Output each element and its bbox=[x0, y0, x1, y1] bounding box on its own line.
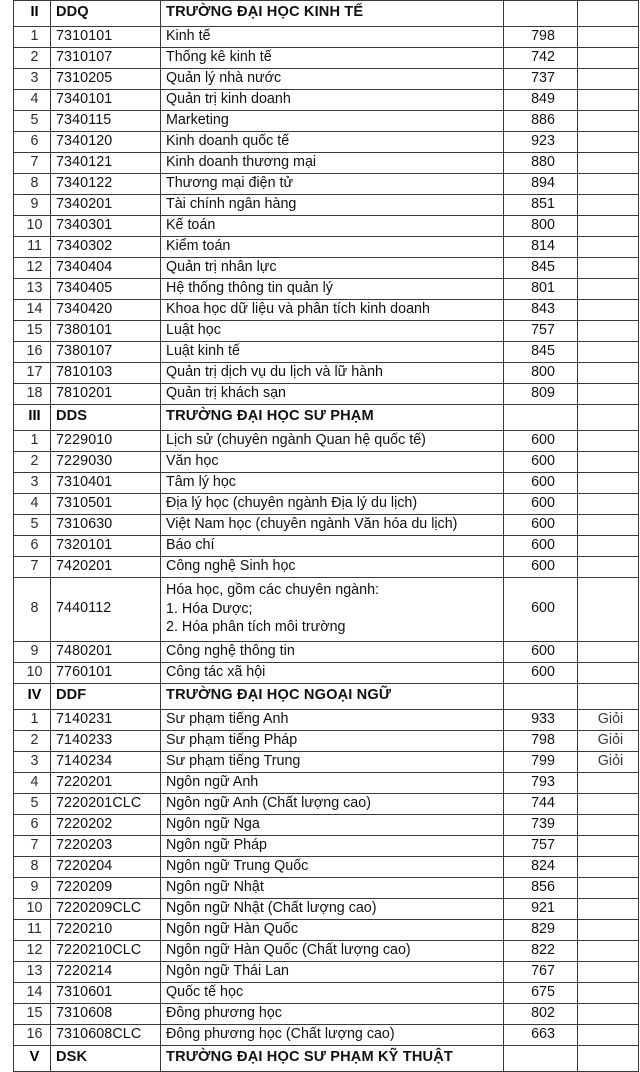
row-index: 5 bbox=[14, 514, 51, 535]
row-major-name: Lịch sử (chuyên ngành Quan hệ quốc tế) bbox=[161, 430, 504, 451]
row-index: 8 bbox=[14, 577, 51, 641]
row-major-code: 7810103 bbox=[51, 362, 161, 383]
row-major-name: Văn học bbox=[161, 451, 504, 472]
row-major-code: 7340120 bbox=[51, 131, 161, 152]
row-index: 10 bbox=[14, 662, 51, 683]
table-row bbox=[14, 194, 639, 215]
section-score-cell bbox=[504, 683, 578, 709]
table-row bbox=[14, 641, 639, 662]
row-major-name: Kinh doanh thương mại bbox=[161, 152, 504, 173]
row-major-name: Tài chính ngân hàng bbox=[161, 194, 504, 215]
row-major-name-line: Hóa học, gồm các chuyên ngành: bbox=[166, 582, 380, 599]
table-row bbox=[14, 89, 639, 110]
row-note bbox=[578, 451, 639, 472]
row-note bbox=[578, 89, 639, 110]
table-row bbox=[14, 877, 639, 898]
admission-score-table bbox=[13, 0, 639, 1072]
row-note: Giỏi bbox=[578, 730, 639, 751]
row-index: 11 bbox=[14, 236, 51, 257]
row-major-code: 7340101 bbox=[51, 89, 161, 110]
row-major-code: 7220202 bbox=[51, 814, 161, 835]
table-row bbox=[14, 1024, 639, 1045]
row-note bbox=[578, 898, 639, 919]
section-code: DDQ bbox=[51, 0, 161, 26]
row-index: 1 bbox=[14, 26, 51, 47]
row-major-name: Khoa học dữ liệu và phân tích kinh doanh bbox=[161, 299, 504, 320]
row-note bbox=[578, 26, 639, 47]
row-index: 3 bbox=[14, 68, 51, 89]
row-note bbox=[578, 556, 639, 577]
row-note bbox=[578, 362, 639, 383]
row-major-code: 7310630 bbox=[51, 514, 161, 535]
row-note bbox=[578, 493, 639, 514]
row-major-code: 7220201CLC bbox=[51, 793, 161, 814]
table-row bbox=[14, 47, 639, 68]
section-note-cell bbox=[578, 683, 639, 709]
row-score: 856 bbox=[504, 877, 578, 898]
row-score: 744 bbox=[504, 793, 578, 814]
row-note bbox=[578, 514, 639, 535]
row-major-code: 7340301 bbox=[51, 215, 161, 236]
row-index: 12 bbox=[14, 257, 51, 278]
row-major-code: 7229030 bbox=[51, 451, 161, 472]
row-major-code: 7310608CLC bbox=[51, 1024, 161, 1045]
row-score: 845 bbox=[504, 257, 578, 278]
table-row bbox=[14, 577, 639, 641]
table-row bbox=[14, 514, 639, 535]
row-major-name: Sư phạm tiếng Anh bbox=[161, 709, 504, 730]
row-major-name: Báo chí bbox=[161, 535, 504, 556]
row-score: 880 bbox=[504, 152, 578, 173]
row-major-code: 7140234 bbox=[51, 751, 161, 772]
row-note: Giỏi bbox=[578, 709, 639, 730]
row-index: 3 bbox=[14, 751, 51, 772]
row-major-code: 7310401 bbox=[51, 472, 161, 493]
row-score: 737 bbox=[504, 68, 578, 89]
row-major-name-line: 2. Hóa phân tích môi trường bbox=[166, 619, 346, 636]
row-score: 802 bbox=[504, 1003, 578, 1024]
row-score: 600 bbox=[504, 641, 578, 662]
table-row bbox=[14, 919, 639, 940]
row-major-code: 7340420 bbox=[51, 299, 161, 320]
row-index: 6 bbox=[14, 814, 51, 835]
row-score: 921 bbox=[504, 898, 578, 919]
row-major-name: Luật học bbox=[161, 320, 504, 341]
row-score: 799 bbox=[504, 751, 578, 772]
section-code: DDF bbox=[51, 683, 161, 709]
section-title: TRƯỜNG ĐẠI HỌC NGOẠI NGỮ bbox=[161, 683, 504, 709]
section-score-cell bbox=[504, 1045, 578, 1071]
row-score: 801 bbox=[504, 278, 578, 299]
table-row bbox=[14, 173, 639, 194]
section-note-cell bbox=[578, 404, 639, 430]
row-note bbox=[578, 793, 639, 814]
table-row bbox=[14, 982, 639, 1003]
row-score: 793 bbox=[504, 772, 578, 793]
row-major-name: Ngôn ngữ Nhật bbox=[161, 877, 504, 898]
row-major-name: Thống kê kinh tế bbox=[161, 47, 504, 68]
section-note-cell bbox=[578, 0, 639, 26]
row-major-code: 7229010 bbox=[51, 430, 161, 451]
row-score: 824 bbox=[504, 856, 578, 877]
row-major-name-line: 1. Hóa Dược; bbox=[166, 600, 253, 617]
table-row bbox=[14, 493, 639, 514]
row-score: 600 bbox=[504, 556, 578, 577]
row-index: 9 bbox=[14, 641, 51, 662]
score-table-sheet bbox=[13, 0, 638, 1072]
row-major-name: Kinh doanh quốc tế bbox=[161, 131, 504, 152]
section-score-cell bbox=[504, 0, 578, 26]
row-major-name: Hệ thống thông tin quản lý bbox=[161, 278, 504, 299]
row-score: 798 bbox=[504, 730, 578, 751]
row-major-code: 7380107 bbox=[51, 341, 161, 362]
section-header-row bbox=[14, 0, 639, 26]
row-score: 767 bbox=[504, 961, 578, 982]
row-major-name: Ngôn ngữ Hàn Quốc (Chất lượng cao) bbox=[161, 940, 504, 961]
row-major-code: 7340121 bbox=[51, 152, 161, 173]
row-index: 12 bbox=[14, 940, 51, 961]
row-major-name: Ngôn ngữ Nhật (Chất lượng cao) bbox=[161, 898, 504, 919]
row-index: 5 bbox=[14, 793, 51, 814]
row-score: 798 bbox=[504, 26, 578, 47]
table-row bbox=[14, 320, 639, 341]
row-major-name: Ngôn ngữ Hàn Quốc bbox=[161, 919, 504, 940]
row-major-code: 7310101 bbox=[51, 26, 161, 47]
row-major-code: 7340404 bbox=[51, 257, 161, 278]
row-index: 2 bbox=[14, 730, 51, 751]
row-major-code: 7340405 bbox=[51, 278, 161, 299]
table-row bbox=[14, 961, 639, 982]
row-score: 757 bbox=[504, 835, 578, 856]
table-row bbox=[14, 236, 639, 257]
row-index: 17 bbox=[14, 362, 51, 383]
row-index: 15 bbox=[14, 1003, 51, 1024]
row-score: 600 bbox=[504, 577, 578, 641]
table-row bbox=[14, 772, 639, 793]
row-score: 600 bbox=[504, 514, 578, 535]
row-major-name: Đông phương học bbox=[161, 1003, 504, 1024]
row-major-name: Đông phương học (Chất lượng cao) bbox=[161, 1024, 504, 1045]
table-row bbox=[14, 940, 639, 961]
row-note bbox=[578, 662, 639, 683]
row-major-code: 7810201 bbox=[51, 383, 161, 404]
row-major-code: 7440112 bbox=[51, 577, 161, 641]
table-row bbox=[14, 131, 639, 152]
row-note bbox=[578, 257, 639, 278]
row-major-code: 7310205 bbox=[51, 68, 161, 89]
row-index: 3 bbox=[14, 472, 51, 493]
row-major-code: 7140231 bbox=[51, 709, 161, 730]
row-score: 600 bbox=[504, 535, 578, 556]
row-score: 600 bbox=[504, 662, 578, 683]
row-note bbox=[578, 1003, 639, 1024]
table-row bbox=[14, 730, 639, 751]
table-body bbox=[14, 0, 639, 1071]
row-major-name: Ngôn ngữ Anh (Chất lượng cao) bbox=[161, 793, 504, 814]
row-major-name: Quốc tế học bbox=[161, 982, 504, 1003]
row-major-code: 7310107 bbox=[51, 47, 161, 68]
table-row bbox=[14, 835, 639, 856]
table-row bbox=[14, 341, 639, 362]
section-score-cell bbox=[504, 404, 578, 430]
table-row bbox=[14, 472, 639, 493]
row-score: 600 bbox=[504, 451, 578, 472]
table-row bbox=[14, 898, 639, 919]
row-major-code: 7220203 bbox=[51, 835, 161, 856]
row-index: 8 bbox=[14, 856, 51, 877]
section-header-row bbox=[14, 683, 639, 709]
row-index: 14 bbox=[14, 299, 51, 320]
table-row bbox=[14, 1003, 639, 1024]
row-major-code: 7420201 bbox=[51, 556, 161, 577]
row-major-code: 7340122 bbox=[51, 173, 161, 194]
row-major-name: Luật kinh tế bbox=[161, 341, 504, 362]
section-roman: II bbox=[14, 0, 51, 26]
row-score: 933 bbox=[504, 709, 578, 730]
row-note bbox=[578, 341, 639, 362]
row-note bbox=[578, 131, 639, 152]
row-major-code: 7340302 bbox=[51, 236, 161, 257]
row-major-code: 7220209CLC bbox=[51, 898, 161, 919]
row-major-code: 7220210 bbox=[51, 919, 161, 940]
row-major-name: Quản trị khách sạn bbox=[161, 383, 504, 404]
table-row bbox=[14, 68, 639, 89]
row-score: 800 bbox=[504, 362, 578, 383]
row-major-name bbox=[161, 577, 504, 641]
row-major-code: 7220209 bbox=[51, 877, 161, 898]
row-index: 18 bbox=[14, 383, 51, 404]
section-title: TRƯỜNG ĐẠI HỌC SƯ PHẠM bbox=[161, 404, 504, 430]
row-note bbox=[578, 278, 639, 299]
table-row bbox=[14, 556, 639, 577]
row-note bbox=[578, 320, 639, 341]
row-note bbox=[578, 430, 639, 451]
row-major-name: Quản lý nhà nước bbox=[161, 68, 504, 89]
row-index: 9 bbox=[14, 194, 51, 215]
row-note bbox=[578, 961, 639, 982]
row-major-code: 7310501 bbox=[51, 493, 161, 514]
row-note bbox=[578, 772, 639, 793]
row-score: 923 bbox=[504, 131, 578, 152]
row-index: 16 bbox=[14, 1024, 51, 1045]
table-row bbox=[14, 215, 639, 236]
row-index: 2 bbox=[14, 47, 51, 68]
row-major-code: 7220201 bbox=[51, 772, 161, 793]
row-note bbox=[578, 215, 639, 236]
row-index: 1 bbox=[14, 709, 51, 730]
row-major-name: Công tác xã hội bbox=[161, 662, 504, 683]
section-title: TRƯỜNG ĐẠI HỌC SƯ PHẠM KỸ THUẬT bbox=[161, 1045, 504, 1071]
row-major-name: Kiểm toán bbox=[161, 236, 504, 257]
row-note bbox=[578, 814, 639, 835]
row-score: 739 bbox=[504, 814, 578, 835]
row-note bbox=[578, 47, 639, 68]
row-major-name: Ngôn ngữ Anh bbox=[161, 772, 504, 793]
table-row bbox=[14, 430, 639, 451]
row-major-name: Quản trị dịch vụ du lịch và lữ hành bbox=[161, 362, 504, 383]
row-note bbox=[578, 877, 639, 898]
row-note: Giỏi bbox=[578, 751, 639, 772]
row-major-name: Ngôn ngữ Trung Quốc bbox=[161, 856, 504, 877]
row-note bbox=[578, 194, 639, 215]
table-row bbox=[14, 257, 639, 278]
row-note bbox=[578, 299, 639, 320]
table-row bbox=[14, 383, 639, 404]
row-index: 4 bbox=[14, 89, 51, 110]
table-row bbox=[14, 362, 639, 383]
row-score: 600 bbox=[504, 430, 578, 451]
row-major-name: Ngôn ngữ Thái Lan bbox=[161, 961, 504, 982]
row-note bbox=[578, 110, 639, 131]
table-row bbox=[14, 856, 639, 877]
row-major-code: 7340201 bbox=[51, 194, 161, 215]
row-index: 4 bbox=[14, 772, 51, 793]
row-index: 13 bbox=[14, 278, 51, 299]
row-note bbox=[578, 236, 639, 257]
row-note bbox=[578, 472, 639, 493]
row-major-code: 7310608 bbox=[51, 1003, 161, 1024]
row-score: 600 bbox=[504, 493, 578, 514]
table-row bbox=[14, 152, 639, 173]
row-index: 7 bbox=[14, 556, 51, 577]
section-title: TRƯỜNG ĐẠI HỌC KINH TẾ bbox=[161, 0, 504, 26]
row-major-code: 7140233 bbox=[51, 730, 161, 751]
row-score: 663 bbox=[504, 1024, 578, 1045]
row-note bbox=[578, 641, 639, 662]
row-score: 800 bbox=[504, 215, 578, 236]
row-index: 2 bbox=[14, 451, 51, 472]
row-major-code: 7760101 bbox=[51, 662, 161, 683]
row-major-name: Sư phạm tiếng Trung bbox=[161, 751, 504, 772]
row-score: 851 bbox=[504, 194, 578, 215]
row-note bbox=[578, 173, 639, 194]
row-index: 10 bbox=[14, 215, 51, 236]
table-row bbox=[14, 26, 639, 47]
section-roman: V bbox=[14, 1045, 51, 1071]
row-note bbox=[578, 940, 639, 961]
row-major-code: 7220214 bbox=[51, 961, 161, 982]
table-row bbox=[14, 451, 639, 472]
row-major-name: Địa lý học (chuyên ngành Địa lý du lịch) bbox=[161, 493, 504, 514]
row-major-name: Việt Nam học (chuyên ngành Văn hóa du lịch) bbox=[161, 514, 504, 535]
row-index: 1 bbox=[14, 430, 51, 451]
row-score: 894 bbox=[504, 173, 578, 194]
section-roman: IV bbox=[14, 683, 51, 709]
table-row bbox=[14, 535, 639, 556]
row-major-name: Tâm lý học bbox=[161, 472, 504, 493]
section-code: DDS bbox=[51, 404, 161, 430]
row-score: 742 bbox=[504, 47, 578, 68]
row-major-name: Kinh tế bbox=[161, 26, 504, 47]
row-index: 11 bbox=[14, 919, 51, 940]
row-score: 886 bbox=[504, 110, 578, 131]
row-index: 9 bbox=[14, 877, 51, 898]
row-index: 5 bbox=[14, 110, 51, 131]
row-index: 15 bbox=[14, 320, 51, 341]
row-index: 8 bbox=[14, 173, 51, 194]
row-note bbox=[578, 919, 639, 940]
row-major-code: 7310601 bbox=[51, 982, 161, 1003]
table-row bbox=[14, 110, 639, 131]
section-header-row bbox=[14, 1045, 639, 1071]
row-major-name: Sư phạm tiếng Pháp bbox=[161, 730, 504, 751]
row-major-code: 7380101 bbox=[51, 320, 161, 341]
section-note-cell bbox=[578, 1045, 639, 1071]
section-code: DSK bbox=[51, 1045, 161, 1071]
table-row bbox=[14, 751, 639, 772]
row-score: 757 bbox=[504, 320, 578, 341]
row-major-name: Ngôn ngữ Pháp bbox=[161, 835, 504, 856]
row-score: 675 bbox=[504, 982, 578, 1003]
row-index: 16 bbox=[14, 341, 51, 362]
row-score: 849 bbox=[504, 89, 578, 110]
table-row bbox=[14, 793, 639, 814]
row-score: 809 bbox=[504, 383, 578, 404]
row-index: 6 bbox=[14, 131, 51, 152]
row-index: 7 bbox=[14, 152, 51, 173]
row-major-name: Thương mại điện tử bbox=[161, 173, 504, 194]
section-roman: III bbox=[14, 404, 51, 430]
row-note bbox=[578, 982, 639, 1003]
table-row bbox=[14, 662, 639, 683]
row-score: 829 bbox=[504, 919, 578, 940]
table-row bbox=[14, 299, 639, 320]
row-score: 600 bbox=[504, 472, 578, 493]
row-score: 822 bbox=[504, 940, 578, 961]
row-index: 13 bbox=[14, 961, 51, 982]
row-note bbox=[578, 68, 639, 89]
row-major-name: Công nghệ Sinh học bbox=[161, 556, 504, 577]
row-score: 814 bbox=[504, 236, 578, 257]
row-major-name: Quản trị nhân lực bbox=[161, 257, 504, 278]
row-index: 7 bbox=[14, 835, 51, 856]
row-note bbox=[578, 383, 639, 404]
row-note bbox=[578, 152, 639, 173]
row-score: 845 bbox=[504, 341, 578, 362]
row-note bbox=[578, 577, 639, 641]
row-note bbox=[578, 835, 639, 856]
section-header-row bbox=[14, 404, 639, 430]
row-index: 4 bbox=[14, 493, 51, 514]
row-index: 14 bbox=[14, 982, 51, 1003]
row-major-code: 7220210CLC bbox=[51, 940, 161, 961]
row-major-name: Marketing bbox=[161, 110, 504, 131]
row-note bbox=[578, 856, 639, 877]
row-index: 10 bbox=[14, 898, 51, 919]
row-major-name: Công nghệ thông tin bbox=[161, 641, 504, 662]
row-major-code: 7480201 bbox=[51, 641, 161, 662]
table-row bbox=[14, 709, 639, 730]
row-major-name: Kế toán bbox=[161, 215, 504, 236]
row-major-code: 7340115 bbox=[51, 110, 161, 131]
row-major-code: 7320101 bbox=[51, 535, 161, 556]
row-major-name: Ngôn ngữ Nga bbox=[161, 814, 504, 835]
row-major-name: Quản trị kinh doanh bbox=[161, 89, 504, 110]
table-row bbox=[14, 278, 639, 299]
table-row bbox=[14, 814, 639, 835]
row-index: 6 bbox=[14, 535, 51, 556]
row-major-code: 7220204 bbox=[51, 856, 161, 877]
row-note bbox=[578, 1024, 639, 1045]
row-note bbox=[578, 535, 639, 556]
row-score: 843 bbox=[504, 299, 578, 320]
